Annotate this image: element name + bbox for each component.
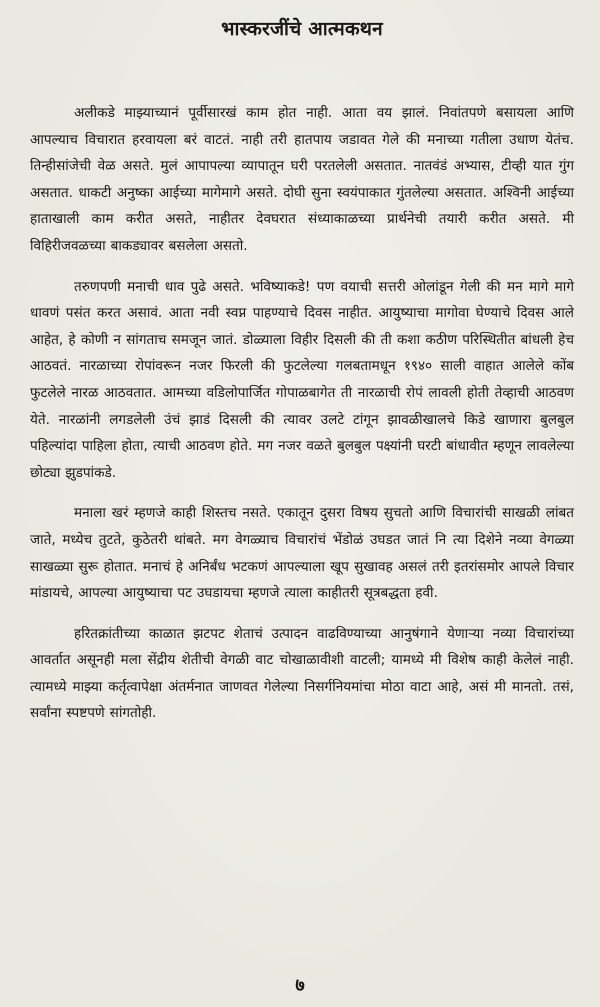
paragraph-2: तरुणपणी मनाची धाव पुढे असते. भविष्याकडे! पण वयाची सत्तरी ओलांडून गेली की मन मागे मागे धावणं पसंत करत असावं. आता नवी स्वप्न पाहण्याचे दिवस नाहीत. आयुष्याचा मागोवा घेण्याचे दिवस आले आहेत, हे कोणी न सांगताच समजून जातं. डोळ्याला विहीर दिसली की ती कशा कठीण परिस्थितीत बांधली हेच आठवतं. नारळाच्या रोपांवरून नजर फिरली की फुटलेल्या गलबतामधून १९४० साली वाहात आलेले कोंब फुटलेले नारळ आठवतात. आमच्या वडिलोपार्जित गोपाळबागेत ती नारळाची रोपं लावली होती तेव्हाची आठवण येते. नारळांनी लगडलेली उंचं झाडं दिसली की त्यावर उलटे टांगून झावळीखालचे किडे खाणारा बुलबुल पहिल्यांदा पाहिला होता, त्याची आठवण होते. मग नजर वळते बुलबुल पक्ष्यांनी घरटी बांधावीत म्हणून लावलेल्या छोट्या झुडपांकडे. (30, 278, 574, 481)
paragraph-3: मनाला खरं म्हणजे काही शिस्तच नसते. एकातून दुसरा विषय सुचतो आणि विचारांची साखळी लांबत जाते, मध्येच तुटते, कुठेतरी थांबते. मग वेगळ्याच विचारांचं भेंडोळं उघडत जातं नि त्या दिशेने नव्या वेगळ्या साखळ्या सुरू होतात. मनाचं हे अनिर्बंध भटकणं आपल्याला खूप सुखावह असलं तरी इतरांसमोर आपले विचार मांडायचे, आपल्या आयुष्याचा पट उघडायचा म्हणजे त्याला काहीतरी सूत्रबद्धता हवी. (30, 505, 574, 602)
page-title: भास्करजींचे आत्मकथन (221, 18, 383, 40)
paragraph-1: अलीकडे माझ्याच्यानं पूर्वीसारखं काम होत नाही. आता वय झालं. निवांतपणे बसायला आणि आपल्याच विचारात हरवायला बरं वाटतं. नाही तरी हातपाय जडावत गेले की मनाच्या गतीला उधाण येतंच. तिन्हीसांजेची वेळ असते. मुलं आपापल्या व्यापातून घरी परतलेली असतात. नातवंडं अभ्यास, टीव्ही यात गुंग असतात. धाकटी अनुष्का आईच्या मागेमागे असते. दोघी सुना स्वयंपाकात गुंतलेल्या असतात. अश्विनी आईच्या हाताखाली काम करीत असते, नाहीतर देवघरात संध्याकाळच्या प्रार्थनेची तयारी करीत असते. मी विहिरीजवळच्या बाकड्यावर बसलेला असतो. (30, 105, 574, 254)
page-number: ७ (295, 975, 305, 996)
body-text (30, 100, 574, 727)
paragraph-4: हरितक्रांतीच्या काळात झटपट शेताचं उत्पादन वाढविण्याच्या आनुषंगाने येणाऱ्या नव्या विचारांच्या आवर्तात असूनही मला सेंद्रीय शेतीची वेगळी वाट चोखाळावीशी वाटली; यामध्ये मी विशेष काही केलेलं नाही. त्यामध्ये माझ्या कर्तृत्वापेक्षा अंतर्मनात जाणवत गेलेल्या निसर्गनियमांचा मोठा वाटा आहे, असं मी मानतो. तसं, सर्वांना स्पष्टपणे सांगतोही. (30, 625, 574, 722)
